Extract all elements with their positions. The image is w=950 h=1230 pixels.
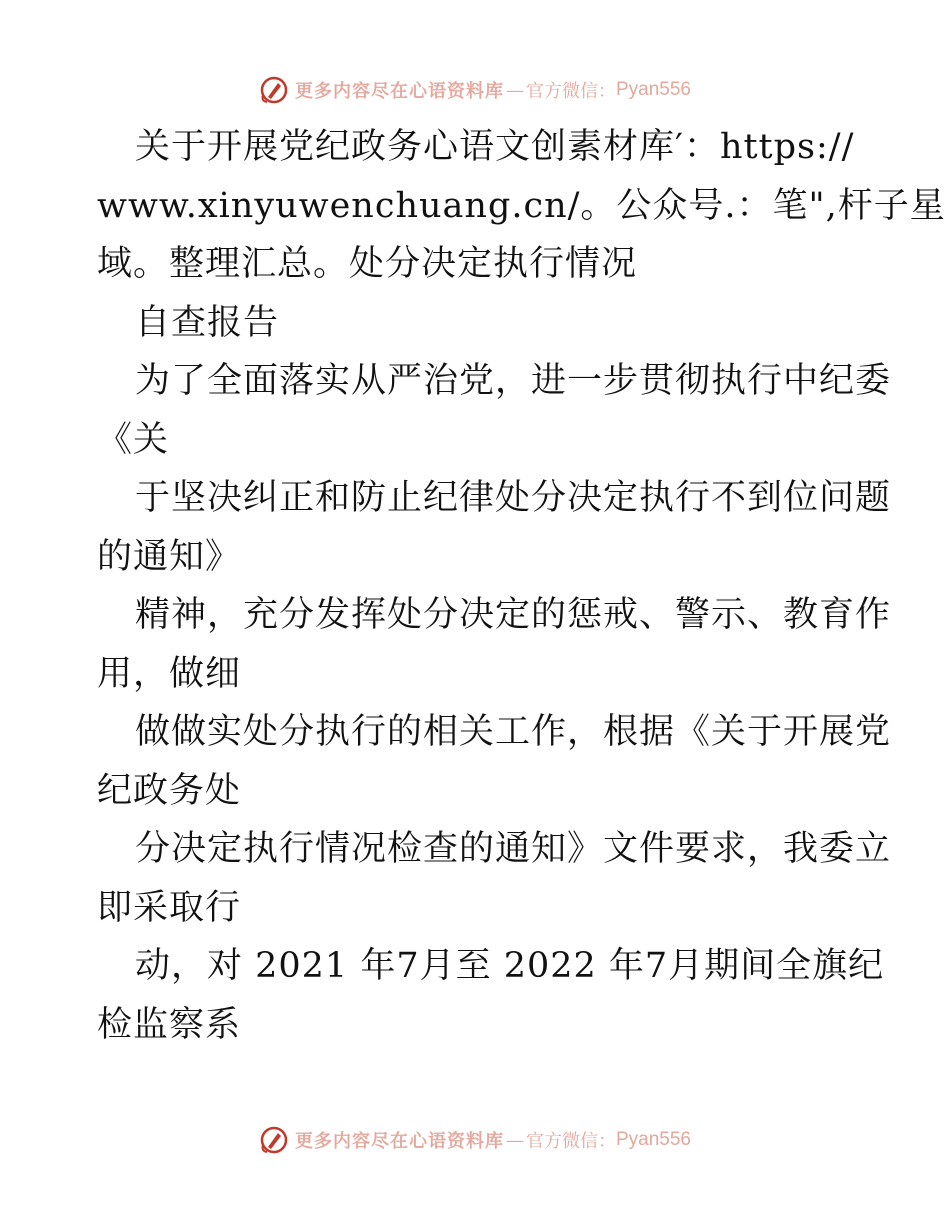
body-line: 动，对 2021 年7月至 2022 年7月期间全旗纪 <box>135 946 885 986</box>
footer-banner <box>0 1120 950 1160</box>
body-line: 纪政务处 <box>97 770 242 811</box>
body-line: 检监察系 <box>97 1004 242 1045</box>
header-separator: — <box>505 79 524 101</box>
body-line: 即采取行 <box>97 887 242 928</box>
header-brand-text: 更多内容尽在心语资料库 <box>294 81 504 102</box>
document-body <box>97 118 946 1054</box>
footer-wechat-label: 官方微信： <box>525 1131 616 1152</box>
body-line: 精神，充分发挥处分决定的惩戒、警示、教育作 <box>135 595 892 635</box>
body-line: 分决定执行情况检查的通知》文件要求，我委立 <box>135 829 892 869</box>
header-wechat-label: 官方微信： <box>525 81 616 102</box>
body-line: 用，做细 <box>97 653 242 694</box>
header-banner <box>0 70 950 110</box>
body-line: 《关 <box>97 419 170 460</box>
body-line: 做做实处分执行的相关工作，根据《关于开展党 <box>135 712 892 752</box>
body-line: 于坚决纠正和防止纪律处分决定执行不到位问题 <box>135 478 892 518</box>
footer-brand-text: 更多内容尽在心语资料库 <box>294 1131 504 1152</box>
footer-wechat-id: Pyan556 <box>615 1129 691 1150</box>
body-line: 关于开展党纪政务心语文创素材库′：https:// <box>135 127 855 167</box>
header-wechat-id: Pyan556 <box>615 79 691 100</box>
pen-logo-icon <box>259 75 289 105</box>
pen-logo-icon <box>259 1125 289 1155</box>
body-line: 为了全面落实从严治党，进一步贯彻执行中纪委 <box>135 361 892 401</box>
footer-separator: — <box>505 1129 524 1151</box>
body-line: www.xinyuwenchuang.cn/。公众号.：笔",杆子星 <box>97 185 946 226</box>
body-line: 自查报告 <box>135 302 280 343</box>
body-line: 域。整理汇总。处分决定执行情况 <box>97 244 638 284</box>
body-line: 的通知》 <box>97 536 242 577</box>
